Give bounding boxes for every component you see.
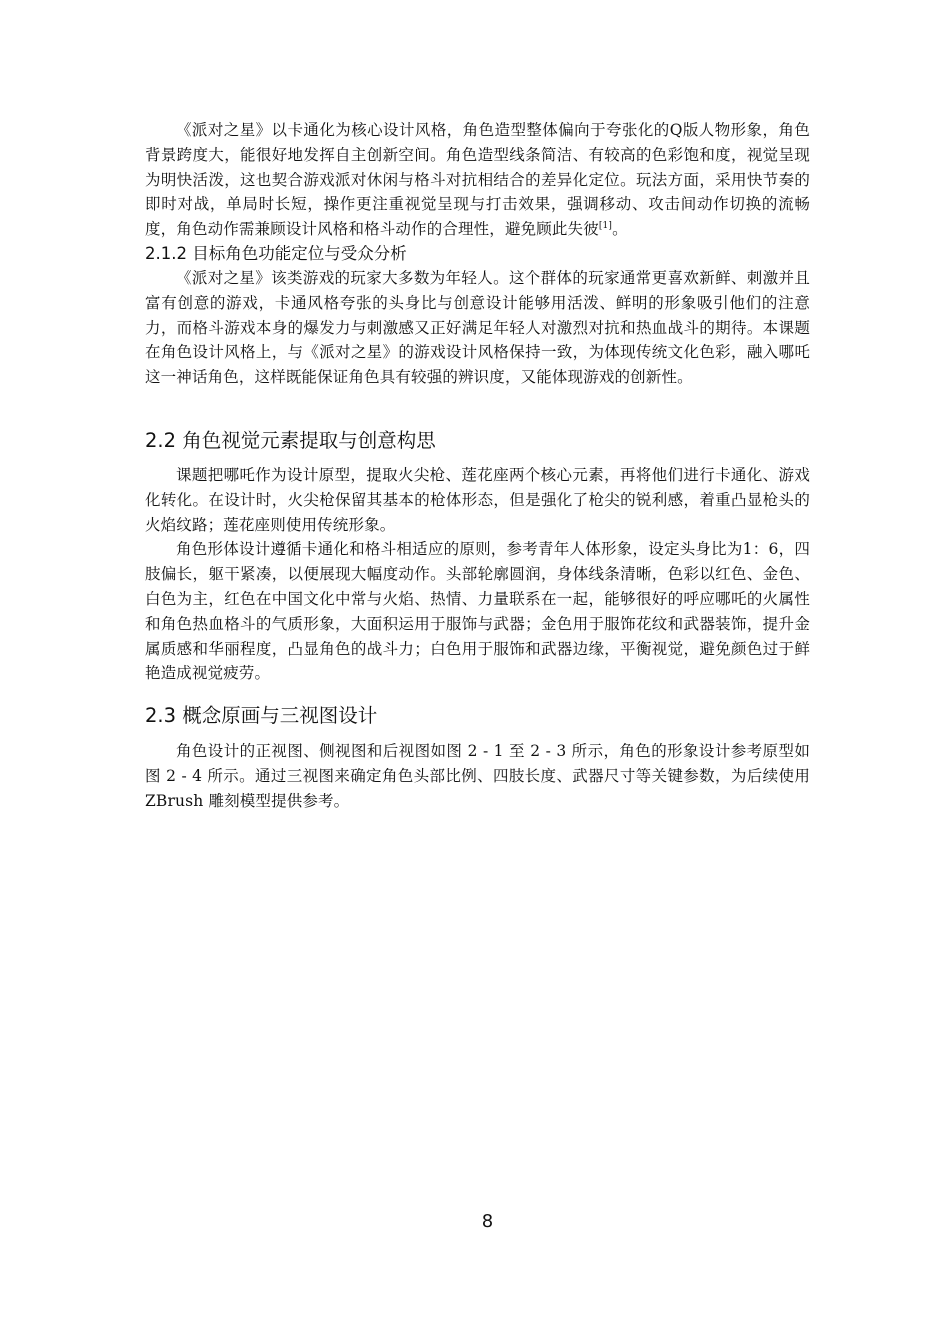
section-heading-2-1-2: 2.1.2 目标角色功能定位与受众分析 (145, 244, 407, 263)
citation-marker: [1] (598, 221, 613, 232)
paragraph-text: 《派对之星》以卡通化为核心设计风格，角色造型整体偏向于夸张化的Q版人物形象，角色背景跨度大，能很好地发挥自主创新空间。角色造型线条简洁、有较高的色彩饱和度，视觉呈现为明快活泼，这也契合游戏派对休闲与格斗对抗相结合的差异化定位。玩法方面，采用快节奏的即时对战，单局时长短，操作更注重视觉呈现与打击效果，强调移动、攻击间动作切换的流畅度，角色动作需兼顾设计风格和格斗动作的合理性，避免顾此失彼 (145, 121, 810, 239)
section-2-2 (145, 428, 810, 454)
section-heading-2-2: 2.2 角色视觉元素提取与创意构思 (145, 429, 436, 452)
paragraph-three-views: 角色设计的正视图、侧视图和后视图如图 2 - 1 至 2 - 3 所示，角色的形象设计参考原型如图 2 - 4 所示。通过三视图来确定角色头部比例、四肢长度、武器尺寸等关键参数，为后续使用 ZBrush 雕刻模型提供参考。 (145, 742, 810, 810)
paragraph-party-star-style (145, 118, 810, 242)
page-number: 8 (481, 1211, 494, 1232)
paragraph-body-design: 角色形体设计遵循卡通化和格斗相适应的原则，参考青年人体形象，设定头身比为1：6，四肢偏长，躯干紧凑，以便展现大幅度动作。头部轮廓圆润，身体线条清晰，色彩以红色、金色、白色为主，红色在中国文化中常与火焰、热情、力量联系在一起，能够很好的呼应哪吒的火属性和角色热血格斗的气质形象，大面积运用于服饰与武器；金色用于服饰花纹和武器装饰，提升金属质感和华丽程度，凸显角色的战斗力；白色用于服饰和武器边缘，平衡视觉，避免颜色过于鲜艳造成视觉疲劳。 (145, 540, 810, 683)
paragraph-visual-elements: 课题把哪吒作为设计原型，提取火尖枪、莲花座两个核心元素，再将他们进行卡通化、游戏化转化。在设计时，火尖枪保留其基本的枪体形态，但是强化了枪尖的锐利感，着重凸显枪头的火焰纹路；莲花座则使用传统形象。 (145, 466, 810, 534)
section-2-3-body (145, 739, 810, 813)
section-heading-2-3: 2.3 概念原画与三视图设计 (145, 704, 378, 727)
paragraph-end-punctuation: 。 (612, 220, 628, 239)
section-2-2-body (145, 463, 810, 686)
section-2-3 (145, 703, 810, 729)
section-2-1-2-body (145, 266, 810, 390)
section-2-1-2 (145, 243, 810, 265)
section-2-1-1-body (145, 118, 810, 242)
paragraph-audience-analysis: 《派对之星》该类游戏的玩家大多数为年轻人。这个群体的玩家通常更喜欢新鲜、刺激并且富有创意的游戏，卡通风格夸张的头身比与创意设计能够用活泼、鲜明的形象吸引他们的注意力，而格斗游戏本身的爆发力与刺激感又正好满足年轻人对激烈对抗和热血战斗的期待。本课题在角色设计风格上，与《派对之星》的游戏设计风格保持一致，为体现传统文化色彩，融入哪吒这一神话角色，这样既能保证角色具有较强的辨识度，又能体现游戏的创新性。 (145, 269, 810, 387)
